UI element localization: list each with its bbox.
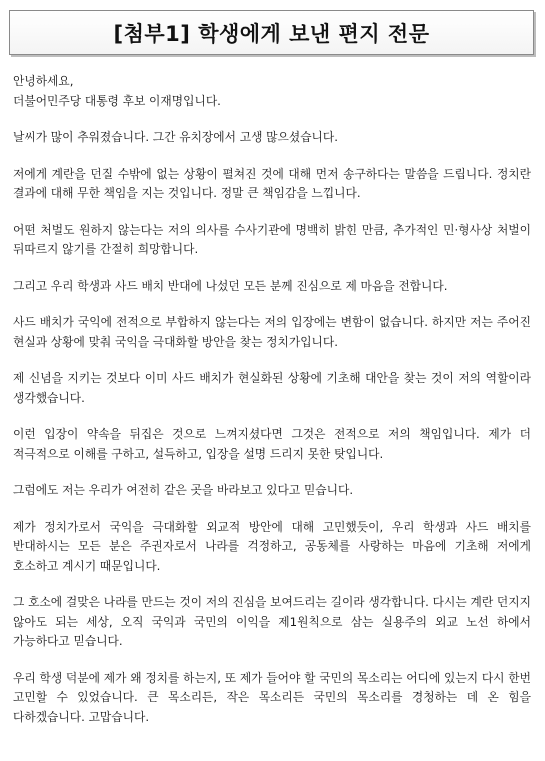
letter-paragraph: 그럼에도 저는 우리가 여전히 같은 곳을 바라보고 있다고 믿습니다. [13, 483, 354, 497]
attachment-header [9, 10, 534, 55]
greeting-line: 더불어민주당 대통령 후보 이재명입니다. [13, 93, 221, 108]
letter-paragraph: 제가 정치가로서 국익을 극대화할 외교적 방안에 대해 고민했듯이, 우리 학생과 사드 배치를 반대하시는 모든 분은 주권자로서 나라를 걱정하고, 공동체를 사랑하는 마음에 기초해 저에게 호소하고 계시기 때문입니다. [13, 519, 531, 573]
greeting-line: 안녕하세요, [13, 74, 74, 88]
letter-paragraph: 그리고 우리 학생과 사드 배치 반대에 나섰던 모든 분께 진심으로 제 마음을 전합니다. [13, 278, 448, 293]
letter-paragraph: 제 신념을 지키는 것보다 이미 사드 배치가 현실화된 상황에 기초해 대안을 찾는 것이 저의 역할이라 생각했습니다. [13, 371, 531, 405]
letter-paragraph: 이런 입장이 약속을 뒤집은 것으로 느껴지셨다면 그것은 전적으로 저의 책임입니다. 제가 더 적극적으로 이해를 구하고, 설득하고, 입장을 설명 드리지 못한 탓입니다. [13, 427, 531, 461]
letter-paragraph: 날씨가 많이 추워졌습니다. 그간 유치장에서 고생 많으셨습니다. [13, 130, 338, 144]
letter-paragraph: 우리 학생 덕분에 제가 왜 정치를 하는지, 또 제가 들어야 할 국민의 목소리는 어디에 있는지 다시 한번 고민할 수 있었습니다. 큰 목소리든, 작은 목소리든 국민의 목소리를 경청하는 데 온 힘을 다하겠습니다. 고맙습니다. [13, 670, 531, 724]
letter-paragraph: 저에게 계란을 던질 수밖에 없는 상황이 펼쳐진 것에 대해 먼저 송구하다는 말씀을 드립니다. 정치란 결과에 대해 무한 책임을 지는 것입니다. 정말 큰 책임감을 느낍니다. [13, 166, 531, 200]
letter-body [13, 72, 531, 744]
letter-paragraph: 사드 배치가 국익에 전적으로 부합하지 않는다는 저의 입장에는 변함이 없습니다. 하지만 저는 주어진 현실과 상황에 맞춰 국익을 극대화할 방안을 찾는 정치가입니다. [13, 315, 531, 349]
letter-paragraph: 어떤 처벌도 원하지 않는다는 저의 의사를 수사기관에 명백히 밝힌 만큼, 추가적인 민·형사상 처벌이 뒤따르지 않기를 간절히 희망합니다. [13, 222, 531, 256]
letter-paragraph: 그 호소에 걸맞은 나라를 만드는 것이 저의 진심을 보여드리는 길이라 생각합니다. 다시는 계란 던지지 않아도 되는 세상, 오직 국익과 국민의 이익을 제1원칙으로 삼는 실용주의 외교 노선 하에서 가능하다고 믿습니다. [13, 595, 531, 648]
letter-greeting [13, 72, 531, 111]
page-title: [첨부1] 학생에게 보낸 편지 전문 [113, 21, 430, 46]
